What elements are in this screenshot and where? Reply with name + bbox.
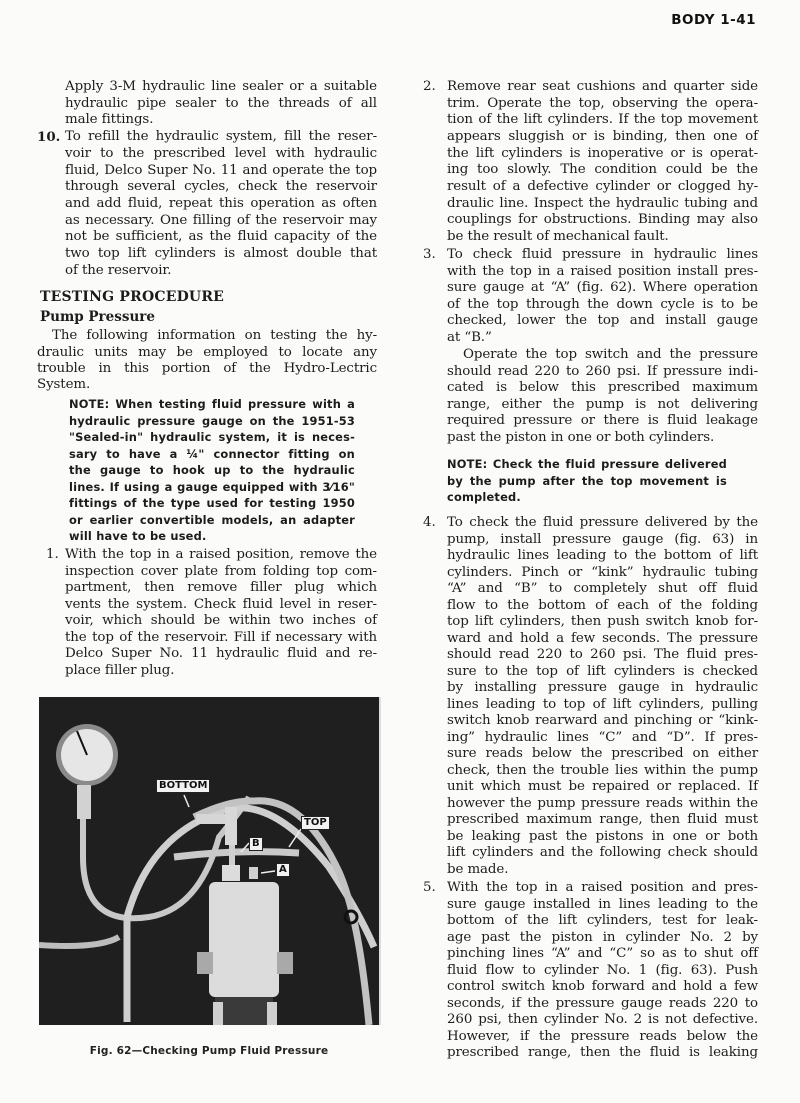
step-number: 5. [423,880,436,895]
text-line: fluid, Delco Super No. 11 and operate the top [65,163,377,178]
text-line: be the result of mechanical fault. [447,229,669,244]
text-line: draulic units may be employed to locate any [37,345,377,360]
text-line: sure gauge at “A” (fig. 62). Where operation [447,280,758,295]
text-line: top lift cylinders, then push switch knob for- [447,614,758,629]
text-line: of the top through the down cycle is to be [447,297,758,312]
text-line: through several cycles, check the reservoir [65,179,377,194]
text-line: seconds, if the pressure gauge reads 220 to [447,996,758,1011]
text-line: However, if the pressure reads below the [447,1029,758,1044]
text-line: voir, which should be within two inches of [65,613,377,628]
note-line: NOTE: When testing fluid pressure with a [69,397,355,411]
text-line: check, then the trouble lies within the pump [447,763,758,778]
text-line: trouble in this portion of the Hydro-Lectric [37,361,377,376]
note-line: completed. [447,490,521,504]
text-line: To check fluid pressure in hydraulic lines [447,247,758,262]
text-line: pump, install pressure gauge (fig. 63) in [447,532,758,547]
section-heading: TESTING PROCEDURE [40,289,225,305]
text-line: checked, lower the top and install gauge [447,313,758,328]
text-line: of the reservoir. [65,263,172,278]
note-line: sary to have a ¼" connector fitting on [69,447,355,461]
text-line: With the top in a raised position and pres- [447,880,758,895]
text-line: draulic line. Inspect the hydraulic tubing and [447,196,758,211]
note-line: hydraulic pressure gauge on the 1951-53 [69,414,355,428]
text-line: required pressure or there is fluid leakage [447,413,758,428]
text-line: To check the fluid pressure delivered by the [447,515,758,530]
text-line: pinching lines “A” and “C” so as to shut off [447,946,758,961]
text-line: should read 220 to 260 psi. If pressure indi- [447,364,758,379]
text-line: tion of the lift cylinders. If the top movement [447,112,758,127]
text-line: be made. [447,862,509,877]
text-line: couplings for obstructions. Binding may also [447,212,758,227]
text-line: Apply 3-M hydraulic line sealer or a suitable [65,79,377,94]
text-line: switch knob rearward and pinching or “kink- [447,713,758,728]
text-line: the top of the reservoir. Fill if necessary with [65,630,377,645]
text-line: cated is below this prescribed maximum [447,380,758,395]
note-line: or earlier convertible models, an adapter [69,513,355,527]
step-number: 2. [423,79,436,94]
text-line: inspection cover plate from folding top com- [65,564,377,579]
text-line: and add fluid, repeat this operation as often [65,196,377,211]
page-header: BODY 1-41 [671,12,756,28]
text-line: ing too slowly. The condition could be the [447,162,758,177]
text-line: The following information on testing the hy- [52,328,377,343]
text-line: result of a defective cylinder or clogged hy- [447,179,758,194]
text-line: prescribed range, then the fluid is leaking [447,1045,758,1060]
note-line: lines. If using a gauge equipped with 3⁄16" [69,480,355,494]
text-line: age past the piston in cylinder No. 2 by [447,930,758,945]
text-line: appears sluggish or is binding, then one of [447,129,758,144]
text-line: flow to the bottom of each of the folding [447,598,758,613]
text-line: hydraulic lines leading to the bottom of lift [447,548,758,563]
text-line: Delco Super No. 11 hydraulic fluid and re- [65,646,377,661]
text-line: fluid flow to cylinder No. 1 (fig. 63). Push [447,963,758,978]
note-line: "Sealed-in" hydraulic system, it is neces- [69,430,355,444]
text-line: as necessary. One filling of the reservoir may [65,213,377,228]
text-line: prescribed maximum range, then fluid must [447,812,758,827]
callout-top: TOP [301,816,330,830]
text-line: Operate the top switch and the pressure [463,347,758,362]
text-line: trim. Operate the top, observing the opera- [447,96,758,111]
text-line: partment, then remove filler plug which [65,580,377,595]
text-line: place filler plug. [65,663,175,678]
text-line: ing” hydraulic lines “C” and “D”. If pres- [447,730,758,745]
note-line: the gauge to hook up to the hydraulic [69,463,355,477]
callout-b: B [249,837,263,851]
text-line: two top lift cylinders is almost double that [65,246,377,261]
step-number: 10. [37,129,61,145]
text-line: however the pump pressure reads within the [447,796,758,811]
step-number: 1. [46,547,59,562]
text-line: Remove rear seat cushions and quarter side [447,79,758,94]
text-line: ward and hold a few seconds. The pressure [447,631,758,646]
text-line: With the top in a raised position, remove the [65,547,377,562]
note-line: will have to be used. [69,529,207,543]
pump-gauge-illustration [39,697,379,1025]
text-line: lift cylinders and the following check should [447,845,758,860]
text-line: with the top in a raised position install pres- [447,264,758,279]
text-line: the lift cylinders is inoperative or is operat- [447,146,758,161]
text-line: vents the system. Check fluid level in reser- [65,597,377,612]
text-line: sure gauge installed in lines leading to the [447,897,758,912]
note-line: fittings of the type used for testing 1950 [69,496,355,510]
text-line: unit which must be repaired or replaced. If [447,779,758,794]
callout-bottom: BOTTOM [156,779,210,793]
text-line: past the piston in one or both cylinders. [447,430,715,445]
figure-caption: Fig. 62—Checking Pump Fluid Pressure [89,1045,329,1057]
text-line: bottom of the lift cylinders, test for leak- [447,913,758,928]
subheading: Pump Pressure [40,309,155,325]
note-line: NOTE: Check the fluid pressure delivered [447,457,727,471]
text-line: be leaking past the pistons in one or both [447,829,758,844]
text-line: cylinders. Pinch or “kink” hydraulic tubing [447,565,758,580]
text-line: To refill the hydraulic system, fill the reser- [65,129,377,144]
text-line: 260 psi, then cylinder No. 2 is not defective. [447,1012,758,1027]
note-line: by the pump after the top movement is [447,474,727,488]
text-line: System. [37,377,91,392]
text-line: voir to the prescribed level with hydraulic [65,146,377,161]
text-line: male fittings. [65,112,154,127]
figure-62-photo [39,697,381,1025]
text-line: should read 220 to 260 psi. The fluid pres- [447,647,758,662]
text-line: lines leading to top of lift cylinders, pulling [447,697,758,712]
text-line: “A” and “B” to completely shut off fluid [447,581,758,596]
text-line: control switch knob forward and hold a few [447,979,758,994]
right-column [423,0,758,1103]
step-number: 3. [423,247,436,262]
text-line: range, either the pump is not delivering [447,397,758,412]
text-line: at “B.” [447,330,492,345]
text-line: sure to the top of lift cylinders is checked [447,664,758,679]
callout-a: A [276,863,290,877]
text-line: sure reads below the prescribed on either [447,746,758,761]
text-line: hydraulic pipe sealer to the threads of all [65,96,377,111]
step-number: 4. [423,515,436,530]
text-line: by installing pressure gauge in hydraulic [447,680,758,695]
text-line: not be sufficient, as the fluid capacity of the [65,229,377,244]
